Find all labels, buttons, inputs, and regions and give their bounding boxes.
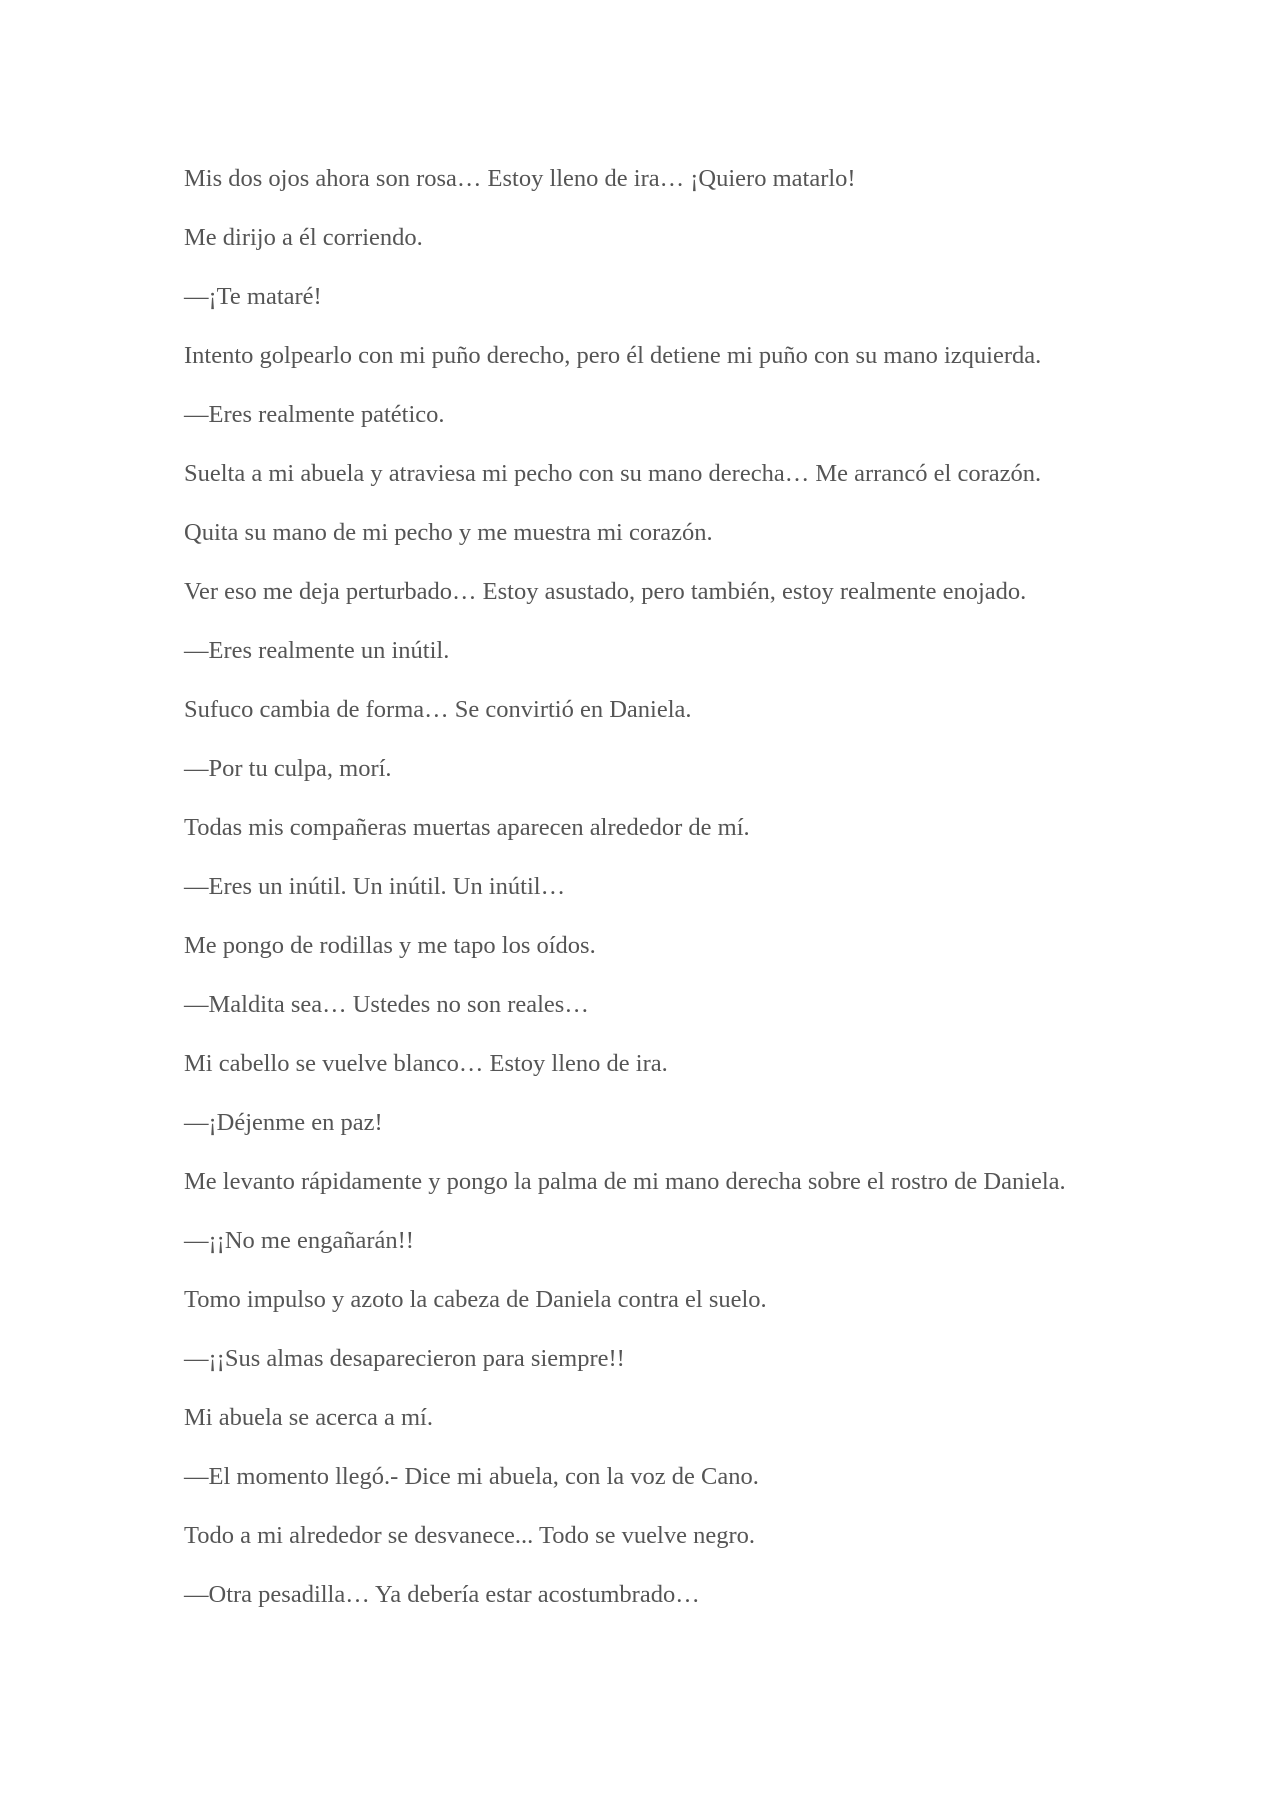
- dialogue-line: —Eres realmente un inútil.: [184, 637, 450, 664]
- paragraph: Me dirijo a él corriendo.: [184, 224, 423, 251]
- dialogue-line: —Otra pesadilla… Ya debería estar acostumbrado…: [184, 1581, 700, 1608]
- paragraph: Todo a mi alrededor se desvanece... Todo se vuelve negro.: [184, 1522, 755, 1549]
- dialogue-line: —¡Te mataré!: [184, 283, 322, 310]
- paragraph: Me levanto rápidamente y pongo la palma de mi mano derecha sobre el rostro de Daniela.: [184, 1168, 1066, 1195]
- dialogue-line: —¡¡Sus almas desaparecieron para siempre!!: [184, 1345, 625, 1372]
- paragraph: Mi abuela se acerca a mí.: [184, 1404, 433, 1431]
- dialogue-line: —El momento llegó.- Dice mi abuela, con la voz de Cano.: [184, 1463, 759, 1490]
- dialogue-line: —Maldita sea… Ustedes no son reales…: [184, 991, 589, 1018]
- paragraph: Ver eso me deja perturbado… Estoy asustado, pero también, estoy realmente enojado.: [184, 578, 1027, 605]
- document-body: [184, 158, 1104, 1633]
- paragraph: Quita su mano de mi pecho y me muestra mi corazón.: [184, 519, 713, 546]
- paragraph: Tomo impulso y azoto la cabeza de Daniela contra el suelo.: [184, 1286, 767, 1313]
- paragraph: Sufuco cambia de forma… Se convirtió en Daniela.: [184, 696, 692, 723]
- paragraph: Intento golpearlo con mi puño derecho, pero él detiene mi puño con su mano izquierda.: [184, 342, 1042, 369]
- paragraph: Me pongo de rodillas y me tapo los oídos.: [184, 932, 596, 959]
- dialogue-line: —Eres un inútil. Un inútil. Un inútil…: [184, 873, 566, 900]
- dialogue-line: —¡Déjenme en paz!: [184, 1109, 383, 1136]
- paragraph: Todas mis compañeras muertas aparecen alrededor de mí.: [184, 814, 750, 841]
- dialogue-line: —Eres realmente patético.: [184, 401, 445, 428]
- paragraph: Suelta a mi abuela y atraviesa mi pecho con su mano derecha… Me arrancó el corazón.: [184, 460, 1042, 487]
- dialogue-line: —Por tu culpa, morí.: [184, 755, 392, 782]
- paragraph: Mis dos ojos ahora son rosa… Estoy lleno de ira… ¡Quiero matarlo!: [184, 165, 856, 192]
- paragraph: Mi cabello se vuelve blanco… Estoy lleno de ira.: [184, 1050, 668, 1077]
- dialogue-line: —¡¡No me engañarán!!: [184, 1227, 414, 1254]
